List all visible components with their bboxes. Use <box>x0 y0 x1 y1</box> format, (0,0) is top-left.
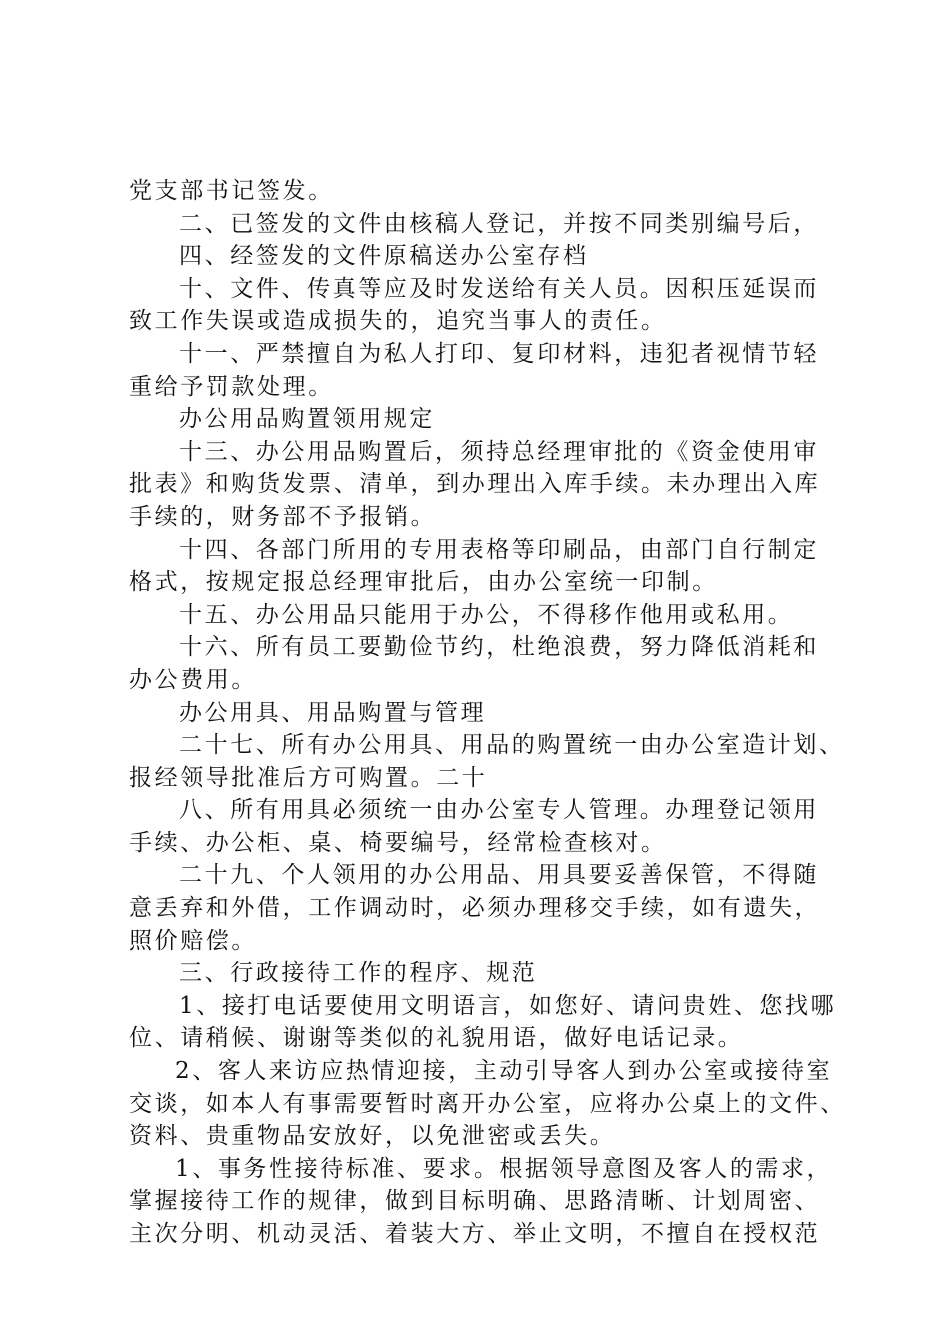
text-line: 二、已签发的文件由核稿人登记，并按不同类别编号后， <box>179 210 819 237</box>
text-line: 批表》和购货发票、清单，到办理出入库手续。未办理出入库 <box>129 471 821 498</box>
text-line: 交谈，如本人有事需要暂时离开办公室，应将办公桌上的文件、 <box>129 1090 846 1117</box>
document-body <box>129 175 846 1251</box>
text-line: 1、事务性接待标准、要求。根据领导意图及客人的需求， <box>175 1155 833 1182</box>
text-line: 十四、各部门所用的专用表格等印刷品，由部门自行制定 <box>179 536 819 563</box>
text-line: 报经领导批准后方可购置。二十 <box>129 764 488 791</box>
text-line: 十五、办公用品只能用于办公，不得移作他用或私用。 <box>179 601 794 628</box>
text-line: 二十九、个人领用的办公用品、用具要妥善保管，不得随 <box>179 862 819 889</box>
text-line: 主次分明、机动灵活、着装大方、举止文明，不擅自在授权范 <box>129 1221 821 1247</box>
text-line: 1、接打电话要使用文明语言，如您好、请问贵姓、您找哪 <box>179 992 837 1019</box>
text-line: 办公费用。 <box>129 666 257 693</box>
section-heading: 办公用品购置领用规定 <box>179 406 435 433</box>
text-line: 重给予罚款处理。 <box>129 373 334 400</box>
text-line: 手续的，财务部不予报销。 <box>129 503 437 530</box>
text-line: 党支部书记签发。 <box>129 178 334 204</box>
text-line: 十、文件、传真等应及时发送给有关人员。因积压延误而 <box>179 275 819 302</box>
text-line: 掌握接待工作的规律，做到目标明确、思路清晰、计划周密、 <box>129 1188 821 1215</box>
text-line: 手续、办公柜、桌、椅要编号，经常检查核对。 <box>129 829 667 856</box>
text-line: 意丢弃和外借，工作调动时，必须办理移交手续，如有遗失， <box>129 895 821 922</box>
text-line: 二十七、所有办公用具、用品的购置统一由办公室造计划、 <box>179 732 845 759</box>
text-line: 致工作失误或造成损失的，追究当事人的责任。 <box>129 308 667 335</box>
text-line: 四、经签发的文件原稿送办公室存档 <box>179 243 589 270</box>
text-line: 十一、严禁擅自为私人打印、复印材料，违犯者视情节轻 <box>179 340 819 367</box>
text-line: 位、请稍候、谢谢等类似的礼貌用语，做好电话记录。 <box>129 1025 744 1052</box>
section-heading: 办公用具、用品购置与管理 <box>179 699 487 726</box>
text-line: 十三、办公用品购置后，须持总经理审批的《资金使用审 <box>179 438 819 465</box>
section-heading: 三、行政接待工作的程序、规范 <box>179 960 538 987</box>
text-line: 格式，按规定报总经理审批后，由办公室统一印制。 <box>129 569 718 596</box>
text-line: 八、所有用具必须统一由办公室专人管理。办理登记领用 <box>179 797 819 824</box>
text-line: 2、客人来访应热情迎接，主动引导客人到办公室或接待室 <box>175 1058 833 1085</box>
text-line: 资料、贵重物品安放好，以免泄密或丢失。 <box>129 1123 616 1150</box>
text-line: 十六、所有员工要勤俭节约，杜绝浪费，努力降低消耗和 <box>179 634 819 661</box>
text-line: 照价赔偿。 <box>129 927 257 954</box>
